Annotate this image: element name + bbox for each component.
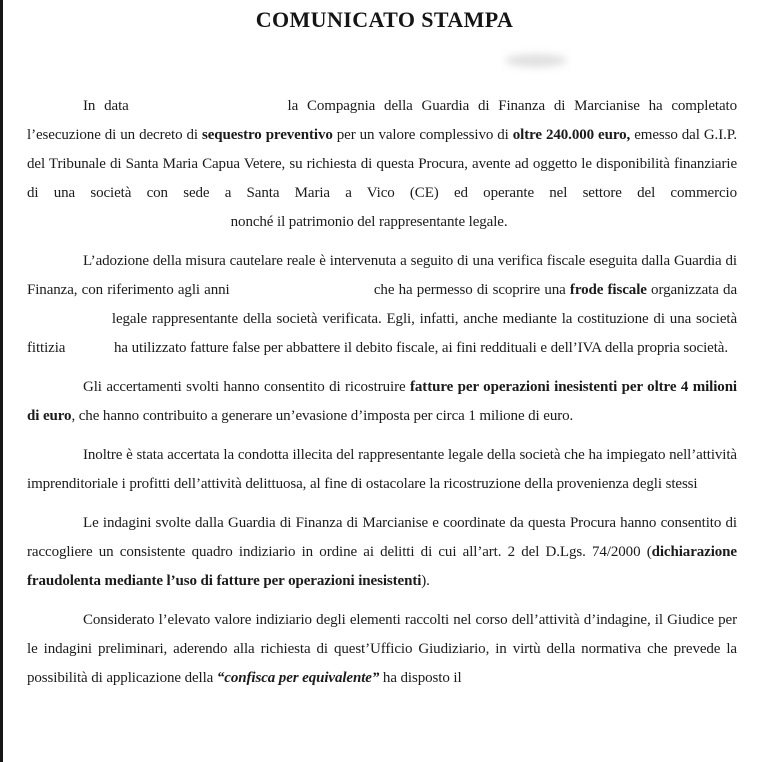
text-run: fatture per operazioni inesistenti per oltre 4 milioni di euro xyxy=(27,379,738,424)
text-run: per un valore complessivo di xyxy=(332,127,513,143)
text-run: nonché il patrimonio del rappresentante legale. xyxy=(227,214,508,230)
text-run: Gli accertamenti svolti hanno consentito di ricostruire xyxy=(83,379,411,395)
text-run: ha utilizzato fatture false per abbattere il debito fiscale, ai fini reddituali e dell’IVA della propria società. xyxy=(110,340,729,356)
text-run: In data xyxy=(83,98,129,114)
scan-smudge xyxy=(505,54,567,67)
scan-edge-line xyxy=(0,0,3,762)
text-run: ha disposto il xyxy=(379,670,462,686)
redacted-blank xyxy=(65,350,110,352)
text-run: oltre 240.000 euro, xyxy=(512,127,631,143)
paragraph xyxy=(27,373,737,431)
text-run: sequestro preventivo xyxy=(202,127,333,143)
text-run: “confisca per equivalente” xyxy=(216,670,380,686)
text-run: , che hanno contribuito a generare un’evasione d’imposta per circa 1 milione di euro. xyxy=(71,408,574,424)
paragraph xyxy=(27,92,737,237)
paragraph xyxy=(27,509,737,596)
text-run: legale rappresentante della società verificata. Egli, infatti, anche mediante la costituzione di una società fittizia xyxy=(27,311,737,356)
redacted-blank xyxy=(230,292,370,294)
text-run: Considerato l’elevato valore indiziario degli elementi raccolti nel corso dell’attività d’indagine, il Giudice per le indagini preliminari, aderendo alla richiesta di quest’Ufficio Giudiziario, in virtù della normativa che prevede la possibilità di applicazione della xyxy=(27,612,737,686)
text-run: che ha permesso di scoprire una xyxy=(369,282,570,298)
document-body xyxy=(27,92,737,703)
text-run: ). xyxy=(421,573,430,589)
text-run: emesso dal G.I.P. del Tribunale di Santa Maria Capua Vetere, su richiesta di questa Procura, avente ad oggetto le disponibilità finanziarie di una società con sede a Santa Maria a Vico (CE) ed operante nel settore del commercio xyxy=(27,127,737,201)
document-title: COMUNICATO STAMPA xyxy=(255,7,514,32)
text-run: Inoltre è stata accertata la condotta illecita del rappresentante legale della società che ha impiegato nell’attività imprenditoriale i profitti dell’attività delittuosa, al fine di ostacolare la ricostruzione della provenienza degli stessi xyxy=(27,447,737,492)
paragraph xyxy=(27,441,737,499)
paragraph xyxy=(27,606,737,693)
paragraph xyxy=(27,247,737,363)
text-run: frode fiscale xyxy=(569,282,647,298)
text-run: organizzata da xyxy=(646,282,737,298)
text-run: la Compagnia della Guardia di Finanza di Marcianise ha completato l’esecuzione di un decreto di xyxy=(27,98,737,143)
redacted-blank xyxy=(129,108,279,110)
text-run: Le indagini svolte dalla Guardia di Finanza di Marcianise e coordinate da questa Procura hanno consentito di raccogliere un consistente quadro indiziario in ordine ai delitti di cui all’art. 2 del D.Lgs. 74/2000 ( xyxy=(27,515,737,560)
text-run: dichiarazione fraudolenta mediante l’uso di fatture per operazioni inesistenti xyxy=(27,544,737,589)
redacted-blank xyxy=(27,224,227,226)
text-run: L’adozione della misura cautelare reale è intervenuta a seguito di una verifica fiscale eseguita dalla Guardia di Finanza, con riferimento agli anni xyxy=(27,253,737,298)
redacted-blank xyxy=(27,321,107,323)
